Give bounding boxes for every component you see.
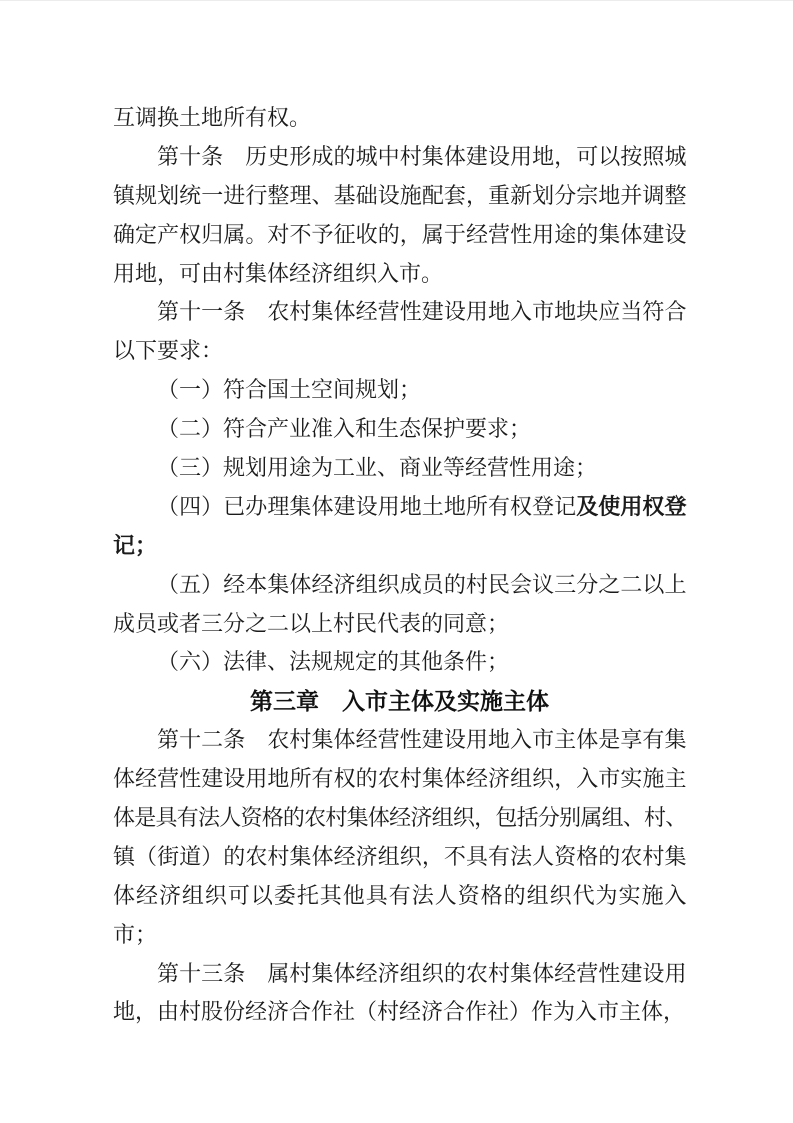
body-text: （一）符合国土空间规划； (157, 377, 422, 403)
list-item-6 (113, 643, 686, 682)
bold-body-text: 及使用权登 (576, 493, 686, 519)
document-text-block (113, 99, 686, 1032)
list-item-5 (113, 566, 686, 605)
list-item-2 (113, 410, 686, 449)
body-text: 互调换土地所有权。 (113, 105, 312, 130)
body-text: 第十二条 农村集体经营性建设用地入市主体是享有集 (157, 727, 686, 753)
body-text: 以下要求： (113, 338, 224, 364)
article-12-line (113, 838, 686, 877)
body-text: 第十条 历史形成的城中村集体建设用地，可以按照城 (157, 143, 686, 169)
list-item-3 (113, 449, 686, 488)
article-13-line (113, 955, 686, 994)
list-item-1 (113, 371, 686, 410)
list-item-5-continuation (113, 605, 686, 644)
body-text: 体经营性建设用地所有权的农村集体经济组织，入市实施主 (113, 766, 686, 792)
body-text: （二）符合产业准入和生态保护要求； (157, 416, 532, 442)
body-text: 成员或者三分之二以上村民代表的同意； (113, 610, 510, 636)
paragraph-continuation-line (113, 99, 686, 138)
chapter-heading-text: 第三章 入市主体及实施主体 (250, 688, 549, 715)
article-10-line (113, 177, 686, 216)
body-text: （三）规划用途为工业、商业等经营性用途； (157, 455, 598, 481)
body-text: 确定产权归属。对不予征收的，属于经营性用途的集体建设 (113, 221, 686, 247)
article-10-line (113, 216, 686, 255)
body-text: （五）经本集体经济组织成员的村民会议三分之二以上 (157, 571, 686, 597)
bold-body-text: 记； (113, 532, 158, 558)
chapter-heading (113, 682, 686, 721)
body-text: 镇（街道）的农村集体经济组织，不具有法人资格的农村集 (113, 843, 686, 869)
body-text: 市； (113, 921, 158, 947)
body-text: 第十三条 属村集体经济组织的农村集体经营性建设用 (157, 960, 686, 986)
article-12-line (113, 721, 686, 760)
body-text: （四）已办理集体建设用地土地所有权登记 (157, 493, 577, 519)
article-12-line (113, 916, 686, 955)
body-text: 体是具有法人资格的农村集体经济组织，包括分别属组、村、 (113, 805, 686, 831)
article-12-line (113, 799, 686, 838)
list-item-4 (113, 488, 686, 527)
article-11-line (113, 332, 686, 371)
article-12-line (113, 760, 686, 799)
body-text: 镇规划统一进行整理、基础设施配套，重新划分宗地并调整 (113, 182, 686, 208)
body-text: 地，由村股份经济合作社（村经济合作社）作为入市主体， (113, 999, 686, 1025)
article-10-line (113, 138, 686, 177)
body-text: （六）法律、法规规定的其他条件； (157, 649, 510, 675)
article-11-line (113, 293, 686, 332)
article-12-line (113, 877, 686, 916)
article-13-line (113, 993, 686, 1032)
body-text: 用地，可由村集体经济组织入市。 (113, 260, 444, 286)
body-text: 体经济组织可以委托其他具有法人资格的组织代为实施入 (113, 882, 686, 908)
article-10-line (113, 255, 686, 294)
body-text: 第十一条 农村集体经营性建设用地入市地块应当符合 (157, 299, 686, 325)
list-item-4-continuation (113, 527, 686, 566)
